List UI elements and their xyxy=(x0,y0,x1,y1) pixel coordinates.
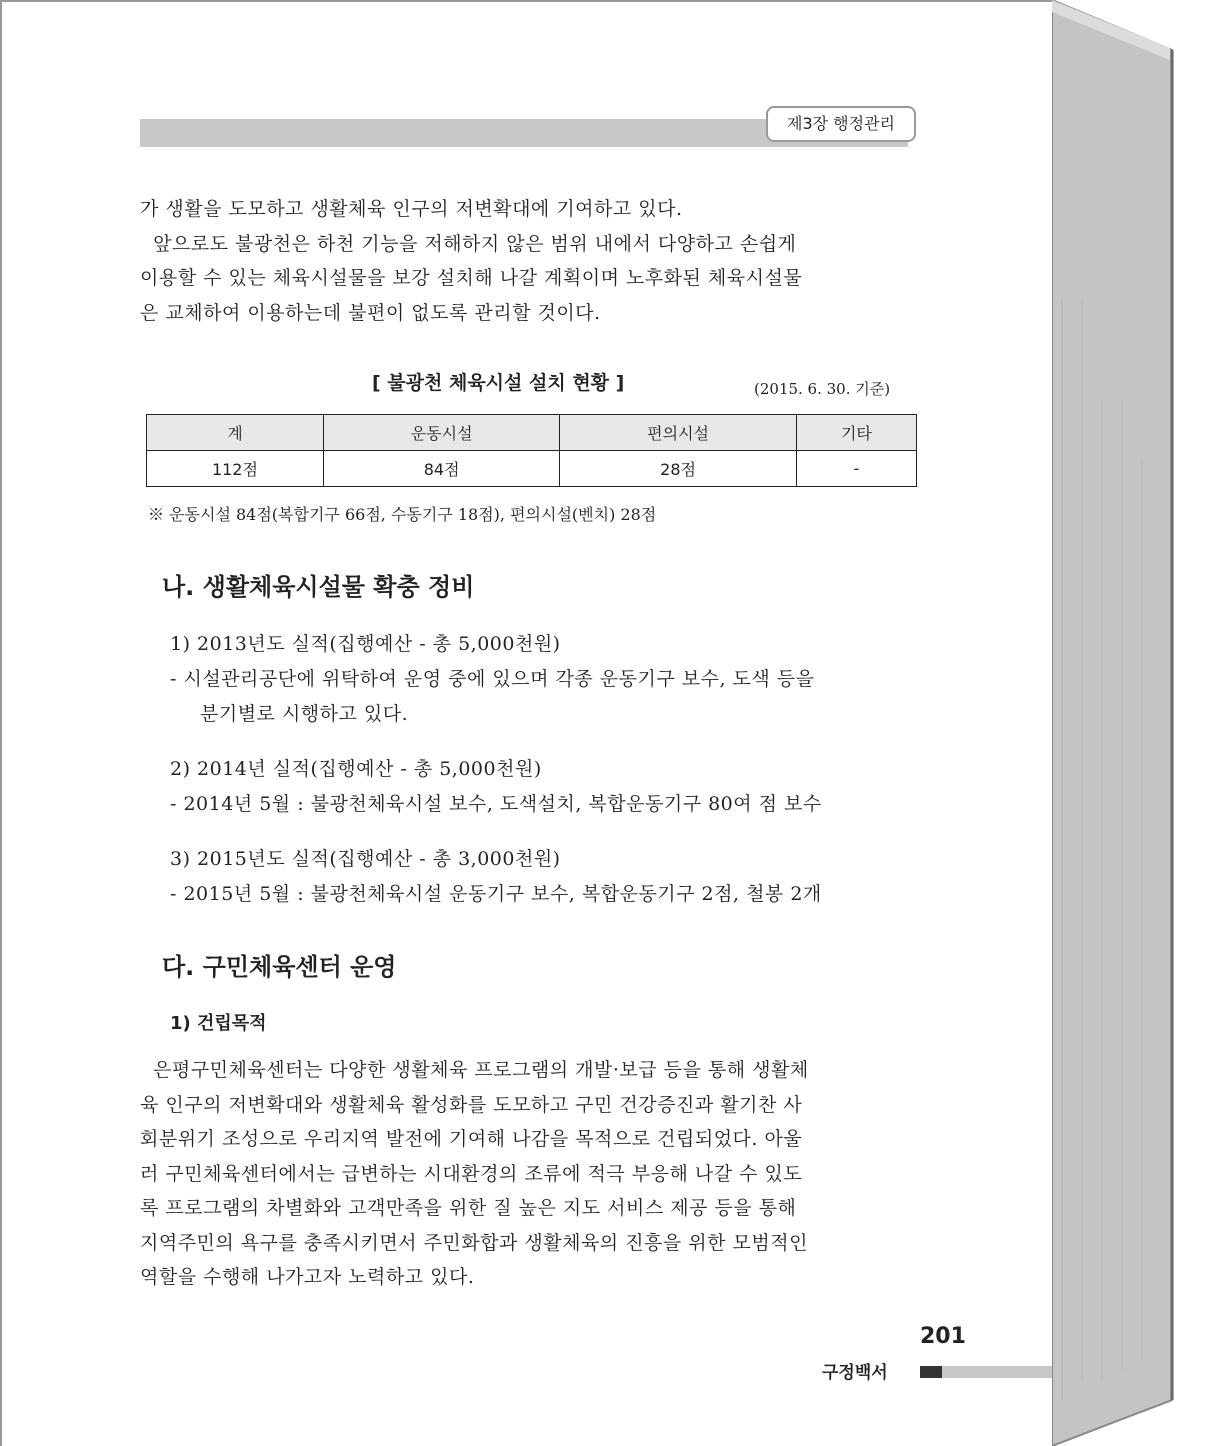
table-cell: 112점 xyxy=(147,451,324,487)
item-3-detail: - 2015년 5월 : 불광천체육시설 운동기구 보수, 복합운동기구 2점, 철봉 2개 xyxy=(170,883,822,905)
footer-bar xyxy=(942,1366,1054,1378)
table-date: (2015. 6. 30. 기준) xyxy=(754,380,891,398)
item-1-detail-cont: 분기별로 시행하고 있다. xyxy=(200,703,409,725)
item-2-heading: 2) 2014년 실적(집행예산 - 총 5,000천원) xyxy=(170,758,542,780)
item-3-heading: 3) 2015년도 실적(집행예산 - 총 3,000천원) xyxy=(170,848,561,870)
intro-line-3: 이용할 수 있는 체육시설물을 보강 설치해 나갈 계획이며 노후화된 체육시설물 xyxy=(140,267,803,289)
table-row xyxy=(147,451,917,487)
section-title-na: 나. 생활체육시설물 확충 정비 xyxy=(162,573,475,601)
purpose-line: 지역주민의 욕구를 충족시키면서 주민화합과 생활체육의 진흥을 위한 모범적인 xyxy=(140,1231,808,1254)
table-header-row xyxy=(147,415,917,451)
purpose-line: 회분위기 조성으로 우리지역 발전에 기여해 나감을 목적으로 건립되었다. 아울 xyxy=(140,1128,803,1150)
purpose-line: 러 구민체육센터에서는 급변하는 시대환경의 조류에 적극 부응해 나갈 수 있도 xyxy=(140,1162,803,1185)
facilities-table xyxy=(146,414,917,487)
intro-line-4: 은 교체하여 이용하는데 불편이 없도록 관리할 것이다. xyxy=(140,301,601,324)
item-2-detail: - 2014년 5월 : 불광천체육시설 보수, 도색설치, 복합운동기구 80여 점 보수 xyxy=(170,793,822,815)
table-header-cell: 기타 xyxy=(796,415,916,451)
intro-line-1: 가 생활을 도모하고 생활체육 인구의 저변확대에 기여하고 있다. xyxy=(140,198,683,220)
purpose-line: 은평구민체육센터는 다양한 생활체육 프로그램의 개발·보급 등을 통해 생활체 xyxy=(140,1059,809,1081)
page-number: 201 xyxy=(920,1324,966,1349)
book-page-edges xyxy=(1052,0,1215,1446)
table-header-cell: 편의시설 xyxy=(560,415,796,451)
table-note: ※ 운동시설 84점(복합기구 66점, 수동기구 18점), 편의시설(벤치) 28점 xyxy=(148,505,657,524)
section-title-da: 다. 구민체육센터 운영 xyxy=(162,953,397,981)
item-1-heading: 1) 2013년도 실적(집행예산 - 총 5,000천원) xyxy=(170,633,561,655)
purpose-line: 육 인구의 저변확대와 생활체육 활성화를 도모하고 구민 건강증진과 활기찬 사 xyxy=(140,1093,803,1116)
item-1-detail: - 시설관리공단에 위탁하여 운영 중에 있으며 각종 운동기구 보수, 도색 등을 xyxy=(170,668,815,690)
table-header-cell: 계 xyxy=(147,415,324,451)
table-caption: [ 불광천 체육시설 설치 현황 ] xyxy=(372,372,625,394)
subheading-purpose: 1) 건립목적 xyxy=(170,1013,267,1034)
book-title: 구정백서 xyxy=(822,1363,888,1383)
chapter-label: 제3장 행정관리 xyxy=(766,106,916,142)
intro-line-2: 앞으로도 불광천은 하천 기능을 저해하지 않은 범위 내에서 다양하고 손쉽게 xyxy=(140,232,797,255)
purpose-line: 록 프로그램의 차별화와 고객만족을 위한 질 높은 지도 서비스 제공 등을 통해 xyxy=(140,1197,797,1219)
table-cell: - xyxy=(796,451,916,487)
footer-bar-accent xyxy=(920,1366,942,1378)
table-cell: 28점 xyxy=(560,451,796,487)
purpose-paragraph xyxy=(140,1053,916,1295)
table-cell: 84점 xyxy=(323,451,559,487)
intro-paragraph xyxy=(140,192,916,330)
purpose-line: 역할을 수행해 나가고자 노력하고 있다. xyxy=(140,1266,475,1288)
table-header-cell: 운동시설 xyxy=(323,415,559,451)
